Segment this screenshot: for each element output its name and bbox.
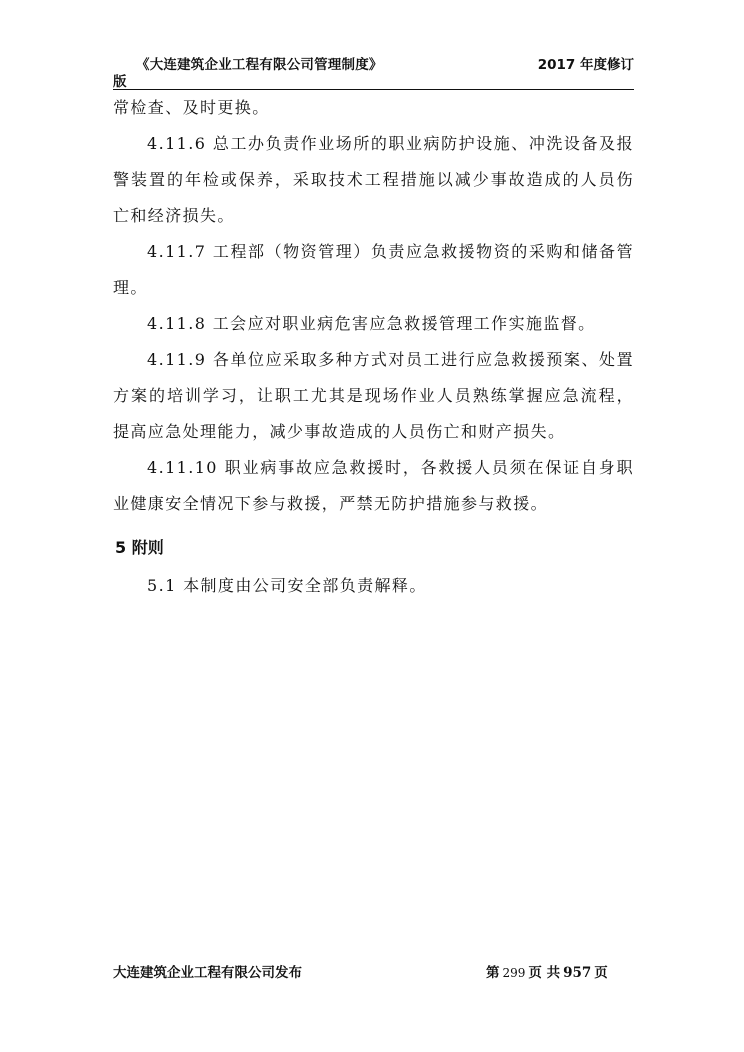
section-heading: 5 附则	[115, 538, 164, 557]
paragraph-4-11-8: 4.11.8 工会应对职业病危害应急救援管理工作实施监督。	[147, 314, 596, 333]
document-body	[113, 90, 634, 604]
paragraph-5-1: 5.1 本制度由公司安全部负责解释。	[147, 576, 427, 595]
footer-page-mid: 页 共	[528, 965, 561, 981]
paragraph-4-11-6: 4.11.6 总工办负责作业场所的职业病防护设施、冲洗设备及报警装置的年检或保养，采取技术工程措施以减少事故造成的人员伤亡和经济损失。	[113, 134, 634, 225]
header-edition: 版	[113, 74, 127, 90]
paragraph-continuation: 常检查、及时更换。	[113, 98, 270, 117]
header-title: 《大连建筑企业工程有限公司管理制度》	[136, 57, 383, 73]
paragraph-4-11-9: 4.11.9 各单位应采取多种方式对员工进行应急救援预案、处置方案的培训学习，让职工尤其是现场作业人员熟练掌握应急流程，提高应急处理能力，减少事故造成的人员伤亡和财产损失。	[113, 350, 634, 441]
footer-page-prefix: 第	[486, 965, 500, 981]
header-year: 2017 年度修订	[537, 57, 634, 73]
paragraph-4-11-10: 4.11.10 职业病事故应急救援时，各救援人员须在保证自身职业健康安全情况下参与救援，严禁无防护措施参与救援。	[113, 458, 634, 513]
footer-page-number: 299	[502, 966, 526, 980]
paragraph-4-11-7: 4.11.7 工程部（物资管理）负责应急救援物资的采购和储备管理。	[113, 242, 634, 297]
footer-page-suffix: 页	[594, 965, 608, 981]
footer-publisher: 大连建筑企业工程有限公司发布	[113, 965, 302, 981]
footer-page-info	[486, 961, 608, 981]
footer-page-total: 957	[563, 965, 592, 981]
